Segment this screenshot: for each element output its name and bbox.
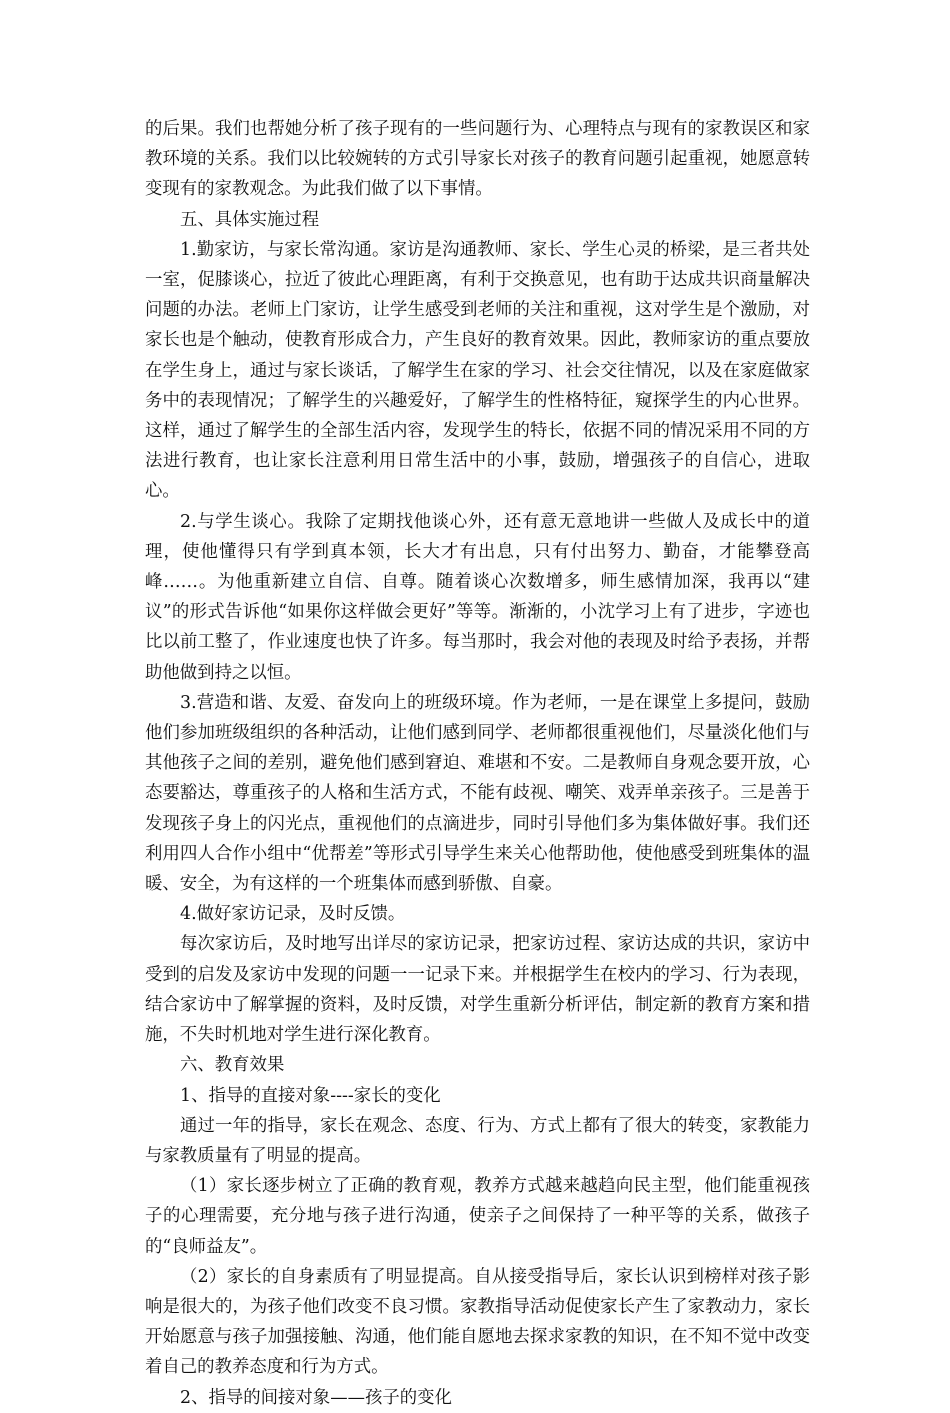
paragraph-direct-point-1: （1）家长逐步树立了正确的教育观，教养方式越来越趋向民主型，他们能重视孩子的心理需要，充分地与孩子进行沟通，使亲子之间保持了一种平等的关系，做孩子的“良师益友”。 [145, 1176, 810, 1257]
subheading-indirect-target: 2、指导的间接对象——孩子的变化 [180, 1387, 452, 1408]
section-heading-effects: 六、教育效果 [180, 1055, 285, 1076]
paragraph-home-visit: 1.勤家访，与家长常沟通。家访是沟通教师、家长、学生心灵的桥梁，是三者共处一室，促膝谈心，拉近了彼此心理距离，有利于交换意见，也有助于达成共识商量解决问题的办法。老师上门家访，让学生感受到老师的关注和重视，这对学生是个激励，对家长也是个触动，使教育形成合力，产生良好的教育效果。因此，教师家访的重点要放在学生身上，通过与家长谈话，了解学生在家的学习、社会交往情况，以及在家庭做家务中的表现情况；了解学生的兴趣爱好，了解学生的性格特征，窥探学生的内心世界。这样，通过了解学生的全部生活内容，发现学生的特长，依据不同的情况采用不同的方法进行教育，也让家长注意利用日常生活中的小事，鼓励，增强孩子的自信心，进取心。 [145, 239, 810, 502]
paragraph-visit-record: 4.做好家访记录，及时反馈。 [180, 904, 406, 925]
paragraph-direct-point-2: （2）家长的自身素质有了明显提高。自从接受指导后，家长认识到榜样对孩子影响是很大的，为孩子他们改变不良习惯。家教指导活动促使家长产生了家教动力，家长开始愿意与孩子加强接触、沟通，他们能自愿地去探求家教的知识，在不知不觉中改变着自己的教养态度和行为方式。 [145, 1266, 810, 1378]
document-body [145, 114, 810, 1413]
paragraph-visit-record-detail: 每次家访后，及时地写出详尽的家访记录，把家访过程、家访达成的共识，家访中受到的启发及家访中发现的问题一一记录下来。并根据学生在校内的学习、行为表现，结合家访中了解掌握的资料，及时反馈，对学生重新分析评估，制定新的教育方案和措施，不失时机地对学生进行深化教育。 [145, 934, 810, 1046]
paragraph-direct-summary: 通过一年的指导，家长在观念、态度、行为、方式上都有了很大的转变，家教能力与家教质量有了明显的提高。 [145, 1115, 810, 1166]
paragraph-class-environment: 3.营造和谐、友爱、奋发向上的班级环境。作为老师，一是在课堂上多提问，鼓励他们参加班级组织的各种活动，让他们感到同学、老师都很重视他们，尽量淡化他们与其他孩子之间的差别，避免他们感到窘迫、难堪和不安。二是教师自身观念要开放，心态要豁达，尊重孩子的人格和生活方式，不能有歧视、嘲笑、戏弄单亲孩子。三是善于发现孩子身上的闪光点，重视他们的点滴进步，同时引导他们多为集体做好事。我们还利用四人合作小组中“优帮差”等形式引导学生来关心他帮助他，使他感受到班集体的温暖、安全，为有这样的一个班集体而感到骄傲、自豪。 [145, 692, 810, 895]
paragraph-intro-end: 的后果。我们也帮她分析了孩子现有的一些问题行为、心理特点与现有的家教误区和家教环境的关系。我们以比较婉转的方式引导家长对孩子的教育问题引起重视，她愿意转变现有的家教观念。为此我们做了以下事情。 [145, 119, 810, 200]
subheading-direct-target: 1、指导的直接对象----家长的变化 [180, 1085, 441, 1106]
paragraph-talk-with-student: 2.与学生谈心。我除了定期找他谈心外，还有意无意地讲一些做人及成长中的道理，使他懂得只有学到真本领，长大才有出息，只有付出努力、勤奋，才能攀登高峰……。为他重新建立自信、自尊。随着谈心次数增多，师生感情加深，我再以“建议”的形式告诉他“如果你这样做会更好”等等。渐渐的，小沈学习上有了进步，字迹也比以前工整了，作业速度也快了许多。每当那时，我会对他的表现及时给予表扬，并帮助他做到持之以恒。 [145, 511, 810, 683]
section-heading-implementation: 五、具体实施过程 [180, 209, 320, 230]
